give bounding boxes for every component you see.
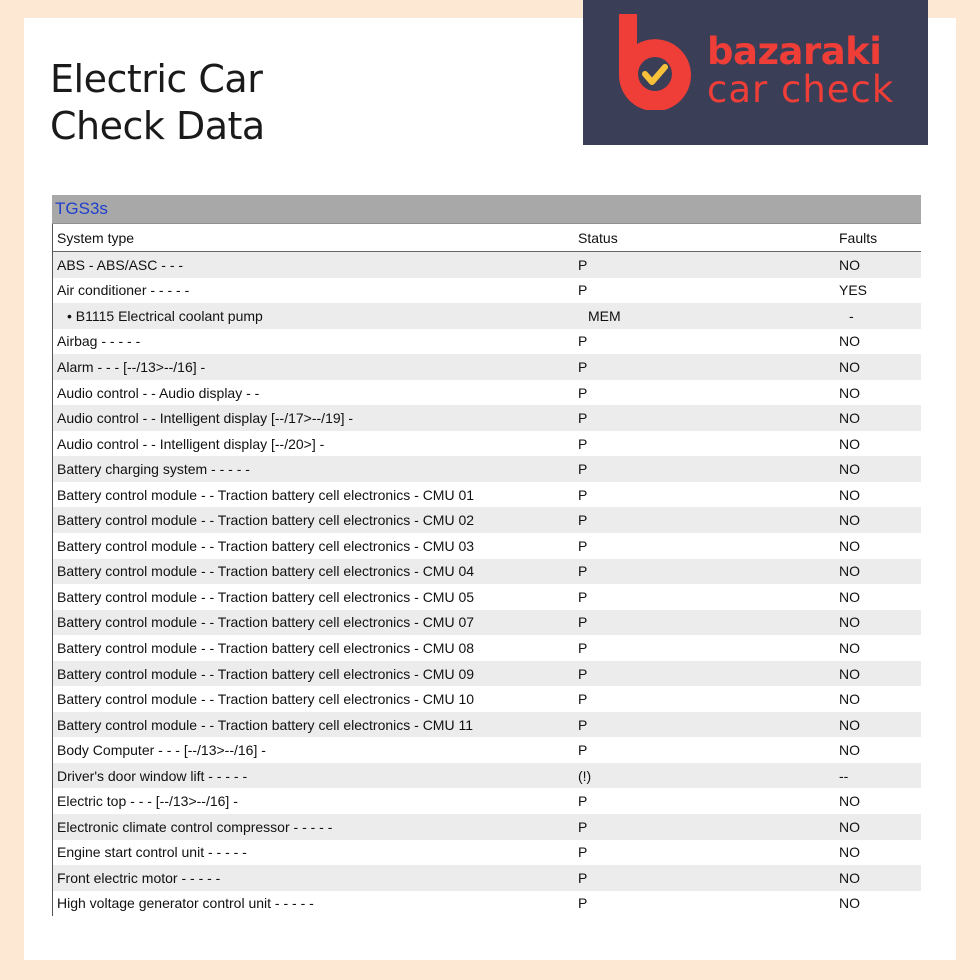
table-row [53, 431, 921, 457]
cell-faults: NO [839, 869, 860, 886]
table-row [53, 278, 921, 304]
cell-faults: YES [839, 282, 868, 299]
brand-line-2: car check [707, 68, 895, 111]
cell-status: P [578, 537, 588, 554]
brand-line-1: bazaraki [707, 30, 882, 73]
table-row [53, 482, 921, 508]
table-header-row [53, 224, 921, 252]
cell-faults: NO [839, 512, 860, 529]
cell-faults: NO [839, 333, 860, 350]
cell-status: P [578, 461, 588, 478]
cell-status: (!) [578, 767, 592, 784]
cell-system-type: Battery control module - - Traction battery cell electronics - CMU 04 [57, 563, 475, 580]
cell-status: P [578, 691, 588, 708]
cell-system-type: High voltage generator control unit - - - - - [57, 895, 314, 912]
cell-faults: NO [839, 256, 860, 273]
table-row [53, 507, 921, 533]
table-row [53, 354, 921, 380]
cell-system-type: Battery charging system - - - - - [57, 461, 250, 478]
cell-system-type: Alarm - - - [--/13>--/16] - [57, 358, 206, 375]
cell-system-type: Airbag - - - - - [57, 333, 141, 350]
cell-system-type: Battery control module - - Traction battery cell electronics - CMU 08 [57, 639, 475, 656]
cell-system-type: Battery control module - - Traction battery cell electronics - CMU 10 [57, 691, 475, 708]
table-row [53, 559, 921, 585]
cell-system-type: Air conditioner - - - - - [57, 282, 190, 299]
cell-status: P [578, 282, 588, 299]
cell-status: P [578, 639, 588, 656]
cell-system-type: Driver's door window lift - - - - - [57, 767, 248, 784]
table-row [53, 661, 921, 687]
cell-faults: NO [839, 461, 860, 478]
cell-faults: NO [839, 793, 860, 810]
cell-system-type: Front electric motor - - - - - [57, 869, 221, 886]
cell-faults: NO [839, 818, 860, 835]
table-row [53, 329, 921, 355]
table-row [53, 737, 921, 763]
cell-faults: - [849, 307, 854, 324]
table-row [53, 303, 921, 329]
cell-faults: NO [839, 384, 860, 401]
cell-status: P [578, 614, 588, 631]
cell-status: MEM [588, 307, 621, 324]
cell-faults: NO [839, 716, 860, 733]
cell-status: P [578, 588, 588, 605]
cell-system-type: Battery control module - - Traction battery cell electronics - CMU 05 [57, 588, 475, 605]
table-row [53, 584, 921, 610]
bazaraki-logo-icon [615, 14, 695, 110]
cell-status: P [578, 256, 588, 273]
cell-status: P [578, 410, 588, 427]
header-system-type: System type [57, 229, 135, 246]
table-row [53, 380, 921, 406]
cell-system-type: Battery control module - - Traction battery cell electronics - CMU 11 [57, 716, 474, 733]
cell-status: P [578, 818, 588, 835]
cell-faults: NO [839, 358, 860, 375]
page-title [50, 56, 265, 150]
table-caption: TGS3s [55, 199, 108, 218]
table-row [53, 610, 921, 636]
table-row [53, 891, 921, 917]
cell-system-type: Battery control module - - Traction battery cell electronics - CMU 01 [57, 486, 475, 503]
table-grid [52, 224, 921, 916]
cell-status: P [578, 384, 588, 401]
system-check-table [52, 195, 921, 916]
cell-faults: -- [839, 767, 849, 784]
table-row [53, 865, 921, 891]
title-line-2: Check Data [50, 104, 265, 148]
cell-status: P [578, 486, 588, 503]
cell-status: P [578, 793, 588, 810]
cell-status: P [578, 512, 588, 529]
brand-banner [583, 0, 928, 145]
cell-status: P [578, 563, 588, 580]
table-caption-bar [52, 195, 921, 224]
table-row [53, 533, 921, 559]
cell-faults: NO [839, 665, 860, 682]
table-row [53, 686, 921, 712]
table-row [53, 840, 921, 866]
cell-status: P [578, 435, 588, 452]
cell-system-type: Electronic climate control compressor - - - - - [57, 818, 333, 835]
title-line-1: Electric Car [50, 57, 263, 101]
cell-system-type: Audio control - - Intelligent display [--/17>--/19] - [57, 410, 354, 427]
cell-system-type: Body Computer - - - [--/13>--/16] - [57, 742, 266, 759]
cell-system-type: Battery control module - - Traction battery cell electronics - CMU 02 [57, 512, 475, 529]
cell-faults: NO [839, 639, 860, 656]
cell-faults: NO [839, 691, 860, 708]
table-row [53, 252, 921, 278]
cell-faults: NO [839, 895, 860, 912]
cell-status: P [578, 665, 588, 682]
table-row [53, 635, 921, 661]
cell-faults: NO [839, 486, 860, 503]
cell-system-type: Electric top - - - [--/13>--/16] - [57, 793, 238, 810]
cell-faults: NO [839, 742, 860, 759]
cell-system-type: • B1115 Electrical coolant pump [67, 307, 263, 324]
cell-status: P [578, 742, 588, 759]
cell-status: P [578, 844, 588, 861]
table-row [53, 456, 921, 482]
brand-wordmark [707, 30, 895, 111]
cell-system-type: Audio control - - Audio display - - [57, 384, 260, 401]
cell-faults: NO [839, 435, 860, 452]
table-row [53, 405, 921, 431]
cell-system-type: Battery control module - - Traction battery cell electronics - CMU 09 [57, 665, 475, 682]
table-row [53, 788, 921, 814]
cell-status: P [578, 716, 588, 733]
header-status: Status [578, 229, 618, 246]
cell-system-type: Engine start control unit - - - - - [57, 844, 247, 861]
cell-faults: NO [839, 844, 860, 861]
header-faults: Faults [839, 229, 878, 246]
cell-status: P [578, 895, 588, 912]
table-row [53, 712, 921, 738]
cell-faults: NO [839, 537, 860, 554]
cell-faults: NO [839, 614, 860, 631]
cell-system-type: Battery control module - - Traction battery cell electronics - CMU 07 [57, 614, 475, 631]
cell-status: P [578, 869, 588, 886]
cell-faults: NO [839, 410, 860, 427]
cell-status: P [578, 333, 588, 350]
cell-status: P [578, 358, 588, 375]
cell-faults: NO [839, 588, 860, 605]
cell-system-type: Battery control module - - Traction battery cell electronics - CMU 03 [57, 537, 475, 554]
cell-system-type: Audio control - - Intelligent display [--/20>] - [57, 435, 325, 452]
cell-faults: NO [839, 563, 860, 580]
table-row [53, 763, 921, 789]
table-row [53, 814, 921, 840]
cell-system-type: ABS - ABS/ASC - - - [57, 256, 184, 273]
